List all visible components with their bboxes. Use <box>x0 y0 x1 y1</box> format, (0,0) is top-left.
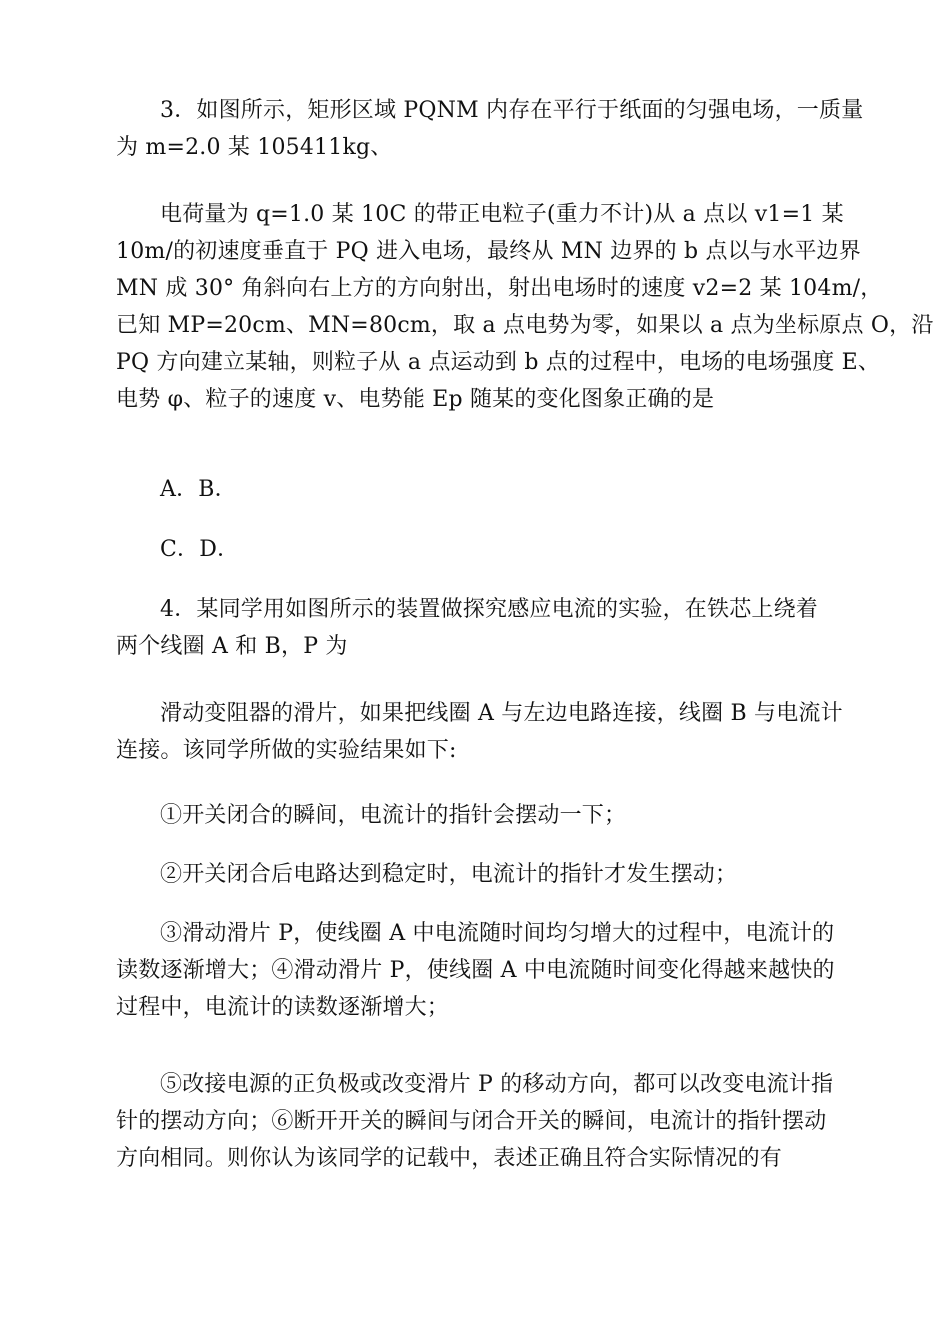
text-line: 电荷量为 q=1.0 某 10C 的带正电粒子(重力不计)从 a 点以 v1=1 某 <box>160 202 844 227</box>
text-line: MN 成 30° 角斜向右上方的方向射出，射出电场时的速度 v2=2 某 104m/， <box>116 276 883 301</box>
question-3-options-cd <box>116 531 836 568</box>
text-line: ②开关闭合后电路达到稳定时，电流计的指针才发生摆动； <box>160 862 738 887</box>
text-line: C．D． <box>160 537 240 562</box>
question-3-intro <box>116 92 864 166</box>
text-line: 两个线圈 A 和 B，P 为 <box>116 634 348 659</box>
text-line: ①开关闭合的瞬间，电流计的指针会摆动一下； <box>160 803 627 828</box>
question-3-options-ab <box>116 471 836 508</box>
text-line: 3．如图所示，矩形区域 PQNM 内存在平行于纸面的匀强电场，一质量 <box>160 98 864 123</box>
text-line: 过程中，电流计的读数逐渐增大； <box>116 995 450 1020</box>
text-line: 针的摆动方向；⑥断开开关的瞬间与闭合开关的瞬间，电流计的指针摆动 <box>116 1109 827 1134</box>
question-4-item-1 <box>116 797 836 834</box>
question-3-body <box>116 196 934 418</box>
text-line: A．B． <box>160 477 237 502</box>
question-4-items-3-4 <box>116 915 836 1026</box>
text-line: ③滑动滑片 P，使线圈 A 中电流随时间均匀增大的过程中，电流计的 <box>160 921 835 946</box>
question-4-item-2 <box>116 856 836 893</box>
question-4-body <box>116 695 843 769</box>
text-line: 连接。该同学所做的实验结果如下: <box>116 738 457 763</box>
text-line: 为 m=2.0 某 105411kg、 <box>116 135 393 160</box>
question-4-items-5-6 <box>116 1066 836 1177</box>
text-line: PQ 方向建立某轴，则粒子从 a 点运动到 b 点的过程中，电场的电场强度 E、 <box>116 350 881 375</box>
text-line: 10m/的初速度垂直于 PQ 进入电场，最终从 MN 边界的 b 点以与水平边界 <box>116 239 861 264</box>
text-line: 已知 MP=20cm、MN=80cm，取 a 点电势为零，如果以 a 点为坐标原点 O，沿 <box>116 313 934 338</box>
text-line: 滑动变阻器的滑片，如果把线圈 A 与左边电路连接，线圈 B 与电流计 <box>160 701 843 726</box>
text-line: 电势 φ、粒子的速度 v、电势能 Ep 随某的变化图象正确的是 <box>116 387 715 412</box>
text-line: 方向相同。则你认为该同学的记载中，表述正确且符合实际情况的有 <box>116 1146 783 1171</box>
question-4-intro <box>116 591 836 665</box>
text-line: 4．某同学用如图所示的装置做探究感应电流的实验，在铁芯上绕着 <box>160 597 818 622</box>
text-line: 读数逐渐增大；④滑动滑片 P，使线圈 A 中电流随时间变化得越来越快的 <box>116 958 835 983</box>
text-line: ⑤改接电源的正负极或改变滑片 P 的移动方向，都可以改变电流计指 <box>160 1072 834 1097</box>
